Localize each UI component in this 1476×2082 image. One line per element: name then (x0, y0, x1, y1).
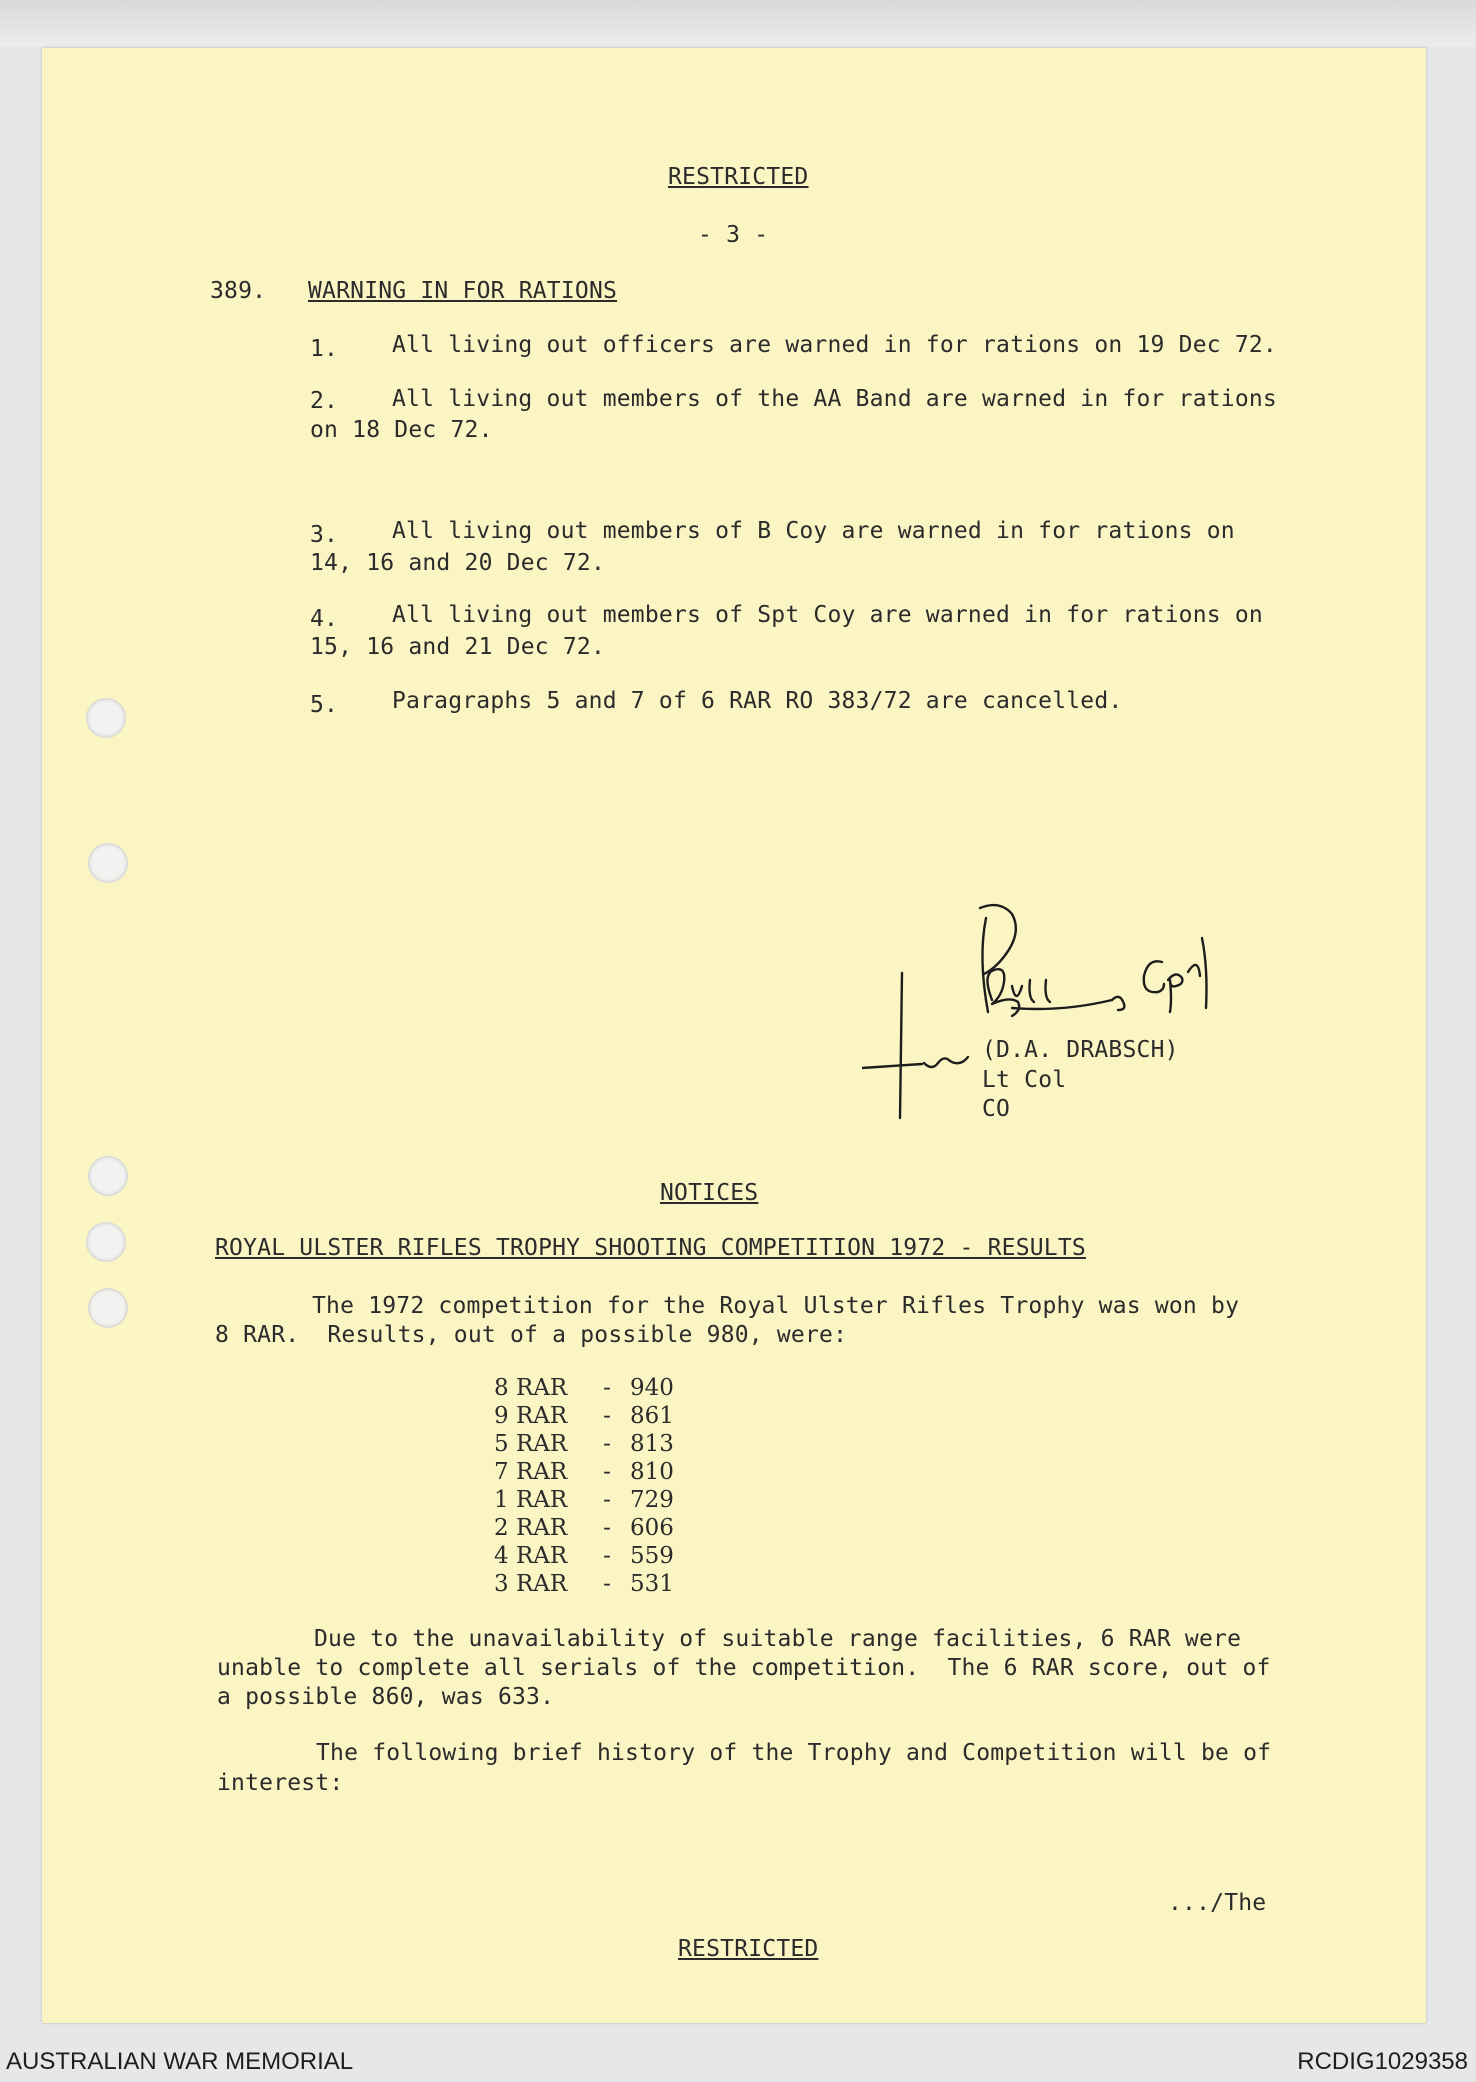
paragraph-text: All living out members of Spt Coy are warned in for rations on (392, 602, 1263, 628)
result-score: 531 (630, 1571, 674, 1597)
notice-text: interest: (217, 1770, 344, 1796)
result-separator: - (603, 1403, 611, 1429)
result-unit: 3 RAR (494, 1571, 568, 1597)
result-separator: - (603, 1571, 611, 1597)
notice-text: The following brief history of the Trophy and Competition will be of (316, 1740, 1272, 1766)
result-unit: 1 RAR (494, 1487, 568, 1513)
result-score: 606 (630, 1515, 674, 1541)
notice-text: a possible 860, was 633. (217, 1684, 555, 1710)
document-page (42, 48, 1426, 2023)
result-unit: 9 RAR (494, 1403, 568, 1429)
result-score: 813 (630, 1431, 674, 1457)
paragraph-number: 4. (310, 606, 339, 632)
punch-hole (86, 698, 126, 738)
result-separator: - (603, 1515, 611, 1541)
result-separator: - (603, 1431, 611, 1457)
punch-hole (88, 1156, 128, 1196)
result-row (494, 1570, 690, 1598)
punch-hole (88, 843, 128, 883)
result-score: 861 (630, 1403, 674, 1429)
paragraph-number: 5. (310, 692, 339, 718)
paragraph-text: 14, 16 and 20 Dec 72. (310, 550, 605, 576)
paragraph-text: on 18 Dec 72. (310, 417, 493, 443)
paragraph-number: 2. (310, 388, 339, 414)
result-row (494, 1430, 690, 1458)
result-score: 729 (630, 1487, 674, 1513)
notice-text: Due to the unavailability of suitable range facilities, 6 RAR were (314, 1626, 1242, 1652)
result-separator: - (603, 1487, 611, 1513)
header-security-marking: RESTRICTED (668, 164, 809, 190)
result-score: 559 (630, 1543, 674, 1569)
results-table (494, 1374, 690, 1598)
result-unit: 7 RAR (494, 1459, 568, 1485)
paragraph-text: All living out members of B Coy are warned in for rations on (392, 518, 1235, 544)
footer-security-marking: RESTRICTED (678, 1936, 819, 1962)
scan-top-strip (0, 0, 1476, 46)
result-row (494, 1486, 690, 1514)
result-row (494, 1402, 690, 1430)
result-separator: - (603, 1459, 611, 1485)
result-row (494, 1374, 690, 1402)
signatory-name: (D.A. DRABSCH) (982, 1037, 1179, 1063)
result-unit: 5 RAR (494, 1431, 568, 1457)
paragraph-text: All living out members of the AA Band are warned in for rations (392, 386, 1277, 412)
result-row (494, 1514, 690, 1542)
section-title: WARNING IN FOR RATIONS (308, 278, 618, 304)
signatory-appointment: CO (982, 1096, 1011, 1122)
result-score: 940 (630, 1375, 674, 1401)
result-separator: - (603, 1375, 611, 1401)
notice-text: unable to complete all serials of the competition. The 6 RAR score, out of (217, 1655, 1271, 1681)
archive-reference: RCDIG1029358 (1297, 2048, 1468, 2075)
continuation-marker: .../The (1168, 1890, 1267, 1916)
result-score: 810 (630, 1459, 674, 1485)
notice-text: 8 RAR. Results, out of a possible 980, were: (215, 1322, 848, 1348)
notices-heading: NOTICES (660, 1180, 759, 1206)
result-unit: 2 RAR (494, 1515, 568, 1541)
paragraph-text: All living out officers are warned in for rations on 19 Dec 72. (392, 332, 1277, 358)
notice-title: ROYAL ULSTER RIFLES TROPHY SHOOTING COMPETITION 1972 - RESULTS (215, 1235, 1086, 1261)
signatory-rank: Lt Col (982, 1067, 1067, 1093)
archive-credit: AUSTRALIAN WAR MEMORIAL (6, 2048, 354, 2075)
handwritten-signature (862, 888, 1302, 1128)
paragraph-number: 3. (310, 522, 339, 548)
result-unit: 8 RAR (494, 1375, 568, 1401)
paragraph-text: 15, 16 and 21 Dec 72. (310, 634, 605, 660)
page-number: - 3 - (698, 222, 769, 248)
result-row (494, 1542, 690, 1570)
paragraph-text: Paragraphs 5 and 7 of 6 RAR RO 383/72 are cancelled. (392, 688, 1123, 714)
punch-hole (88, 1288, 128, 1328)
result-separator: - (603, 1543, 611, 1569)
punch-hole (86, 1222, 126, 1262)
result-row (494, 1458, 690, 1486)
section-number: 389. (210, 278, 267, 304)
notice-text: The 1972 competition for the Royal Ulster Rifles Trophy was won by (312, 1293, 1240, 1319)
result-unit: 4 RAR (494, 1543, 568, 1569)
paragraph-number: 1. (310, 336, 339, 362)
